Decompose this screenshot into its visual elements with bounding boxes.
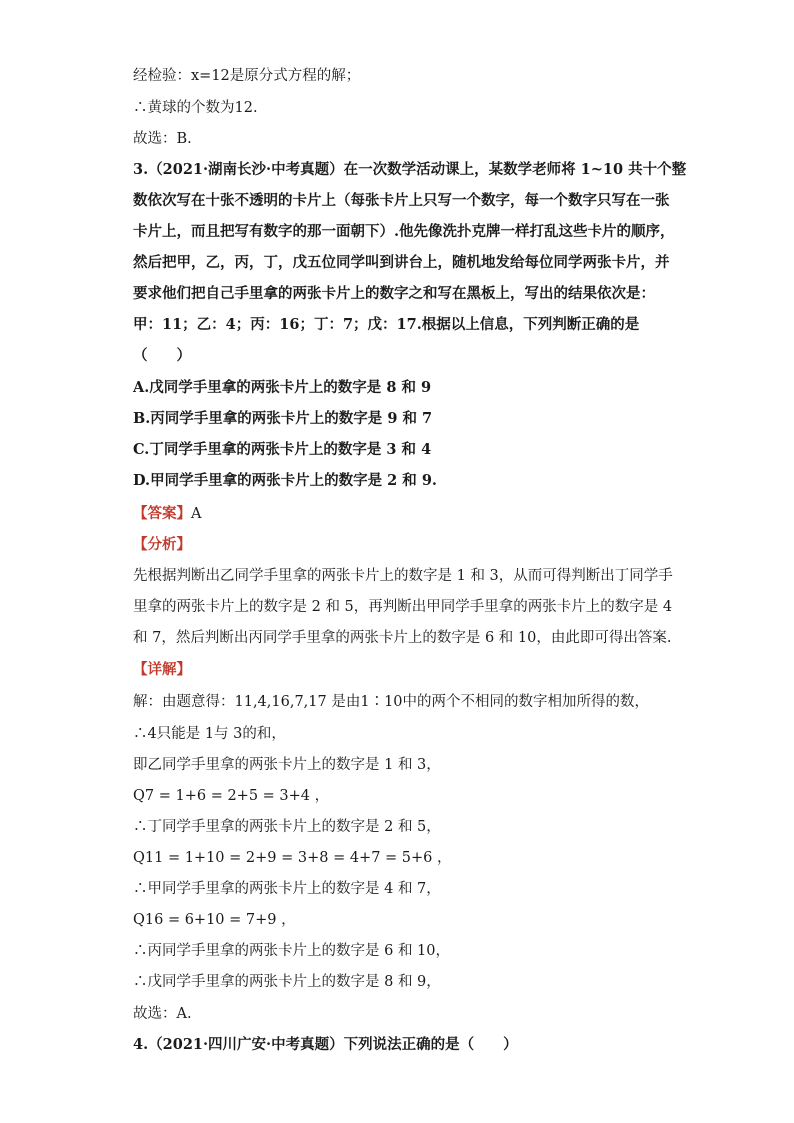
analysis-line: 里拿的两张卡片上的数字是 2 和 5，再判断出甲同学手里拿的两张卡片上的数字是 4 [133, 599, 673, 615]
text-line: 故选：B. [133, 131, 192, 147]
solution-equation: Q16 = 6+10 = 7+9 ， [133, 912, 296, 928]
solution-heading: 【详解】 [133, 661, 191, 678]
question-3-stem-line: 数依次写在十张不透明的卡片上（每张卡片上只写一个数字，每一个数字只写在一张 [133, 192, 670, 209]
question-3-stem-line: 要求他们把自己手里拿的两张卡片上的数字之和写在黑板上，写出的结果依次是： [133, 285, 655, 302]
solution-line: 即乙同学手里拿的两张卡片上的数字是 1 和 3， [133, 757, 441, 773]
option-b: B.丙同学手里拿的两张卡片上的数字是 9 和 7 [133, 410, 433, 427]
solution-equation: Q7 = 1+6 = 2+5 = 3+4 ， [133, 788, 330, 804]
solution-line: ∴丁同学手里拿的两张卡片上的数字是 2 和 5， [133, 819, 441, 835]
solution-line: ∴4只能是 1与 3的和， [133, 726, 286, 742]
question-3-stem-line: 3.（2021·湖南长沙·中考真题）在一次数学活动课上，某数学老师将 1~10 共十个整 [133, 161, 687, 178]
option-c: C.丁同学手里拿的两张卡片上的数字是 3 和 4 [133, 441, 432, 458]
solution-equation: Q11 = 1+10 = 2+9 = 3+8 = 4+7 = 5+6 ， [133, 850, 452, 866]
question-3-stem-line: 然后把甲，乙，丙，丁，戊五位同学叫到讲台上，随机地发给每位同学两张卡片，并 [133, 254, 670, 271]
question-3-stem-line: 卡片上，而且把写有数字的那一面朝下）.他先像洗扑克牌一样打乱这些卡片的顺序， [133, 223, 675, 240]
option-d: D.甲同学手里拿的两张卡片上的数字是 2 和 9. [133, 472, 437, 489]
analysis-line: 和 7，然后判断出丙同学手里拿的两张卡片上的数字是 6 和 10，由此即可得出答案. [133, 630, 672, 646]
option-a: A.戊同学手里拿的两张卡片上的数字是 8 和 9 [133, 379, 432, 396]
solution-line: ∴丙同学手里拿的两张卡片上的数字是 6 和 10， [133, 943, 451, 959]
answer-blank: （ ） [133, 347, 191, 364]
answer-value: A [191, 506, 202, 522]
question-4-stem: 4.（2021·四川广安·中考真题）下列说法正确的是（ ） [133, 1036, 518, 1053]
solution-line: ∴甲同学手里拿的两张卡片上的数字是 4 和 7， [133, 881, 441, 897]
text-line: ∴黄球的个数为12. [133, 100, 258, 116]
answer-line [133, 504, 673, 524]
solution-line: 故选：A. [133, 1006, 192, 1022]
question-3-stem-line: 甲：11；乙：4；丙：16；丁：7；戊：17.根据以上信息，下列判断正确的是 [133, 316, 640, 333]
answer-heading: 【答案】 [133, 505, 191, 522]
text-line: 经检验：x=12是原分式方程的解； [133, 68, 361, 84]
analysis-line: 先根据判断出乙同学手里拿的两张卡片上的数字是 1 和 3，从而可得判断出丁同学手 [133, 568, 673, 584]
solution-line: 解：由题意得：11,4,16,7,17 是由1∶10中的两个不相同的数字相加所得的数， [133, 694, 650, 710]
analysis-heading: 【分析】 [133, 536, 191, 553]
solution-line: ∴戊同学手里拿的两张卡片上的数字是 8 和 9， [133, 974, 441, 990]
